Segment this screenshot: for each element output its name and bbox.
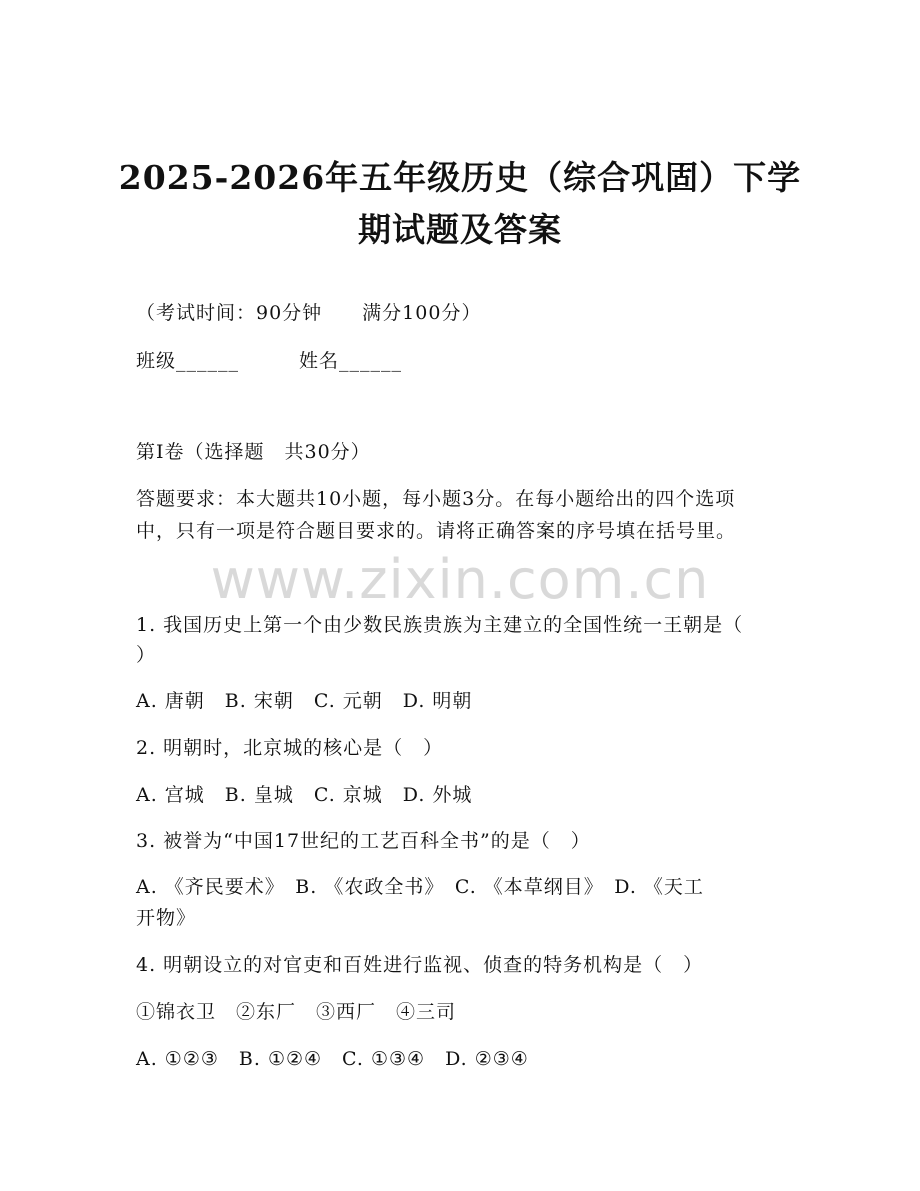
question-2-stem: 2. 明朝时，北京城的核心是（ ）	[136, 737, 444, 759]
section-header: 第Ⅰ卷（选择题 共30分）	[136, 441, 371, 463]
question-3-stem: 3. 被誉为“中国17世纪的工艺百科全书”的是（ ）	[136, 830, 591, 852]
question-3-options-line-2: 开物》	[136, 907, 197, 929]
title-line-1: 2025-2026年五年级历史（综合巩固）下学	[118, 158, 802, 197]
student-fields: 班级______ 姓名______	[136, 350, 403, 372]
question-4-items: ①锦衣卫 ②东厂 ③西厂 ④三司	[136, 1001, 457, 1023]
title-line-2: 期试题及答案	[358, 210, 562, 249]
question-2-options: A. 宫城 B. 皇城 C. 京城 D. 外城	[136, 784, 473, 806]
exam-info: （考试时间：90分钟 满分100分）	[136, 302, 482, 324]
instructions-line-1: 答题要求：本大题共10小题，每小题3分。在每小题给出的四个选项	[136, 488, 736, 510]
question-4-options: A. ①②③ B. ①②④ C. ①③④ D. ②③④	[136, 1048, 529, 1070]
question-3-options-line-1: A. 《齐民要术》 B. 《农政全书》 C. 《本草纲目》 D. 《天工	[136, 876, 704, 898]
question-4-stem: 4. 明朝设立的对官吏和百姓进行监视、侦查的特务机构是（ ）	[136, 954, 704, 976]
question-1-options: A. 唐朝 B. 宋朝 C. 元朝 D. 明朝	[136, 690, 473, 712]
instructions-line-2: 中，只有一项是符合题目要求的。请将正确答案的序号填在括号里。	[136, 520, 737, 542]
question-1-stem-line-2: ）	[136, 644, 157, 666]
question-1-stem-line-1: 1. 我国历史上第一个由少数民族贵族为主建立的全国性统一王朝是（	[136, 614, 744, 636]
watermark: www.zixin.com.cn	[210, 548, 710, 611]
